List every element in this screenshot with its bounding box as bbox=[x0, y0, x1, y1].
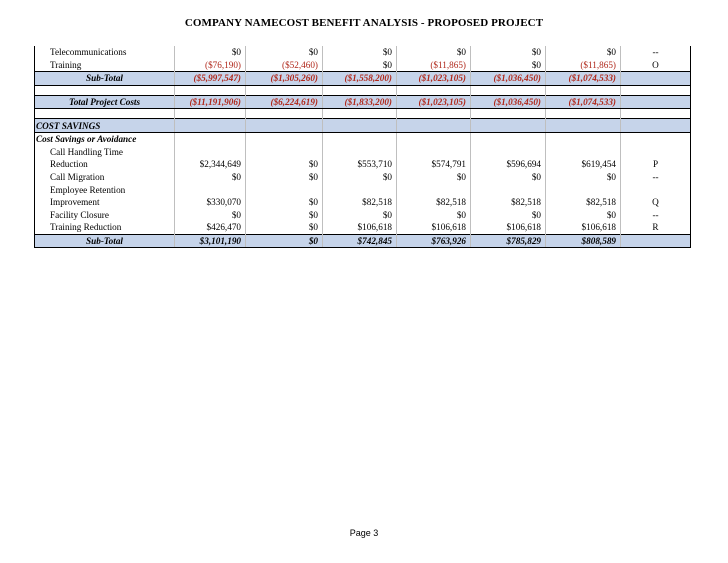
cell: ($1,036,450) bbox=[471, 95, 546, 109]
cell: $330,070 bbox=[175, 196, 246, 209]
cell: $0 bbox=[397, 46, 471, 59]
cell: ($1,023,105) bbox=[397, 95, 471, 109]
cell: $763,926 bbox=[397, 234, 471, 248]
section-header-row bbox=[35, 119, 691, 133]
table-row bbox=[35, 146, 691, 159]
table-row bbox=[35, 46, 691, 59]
cell bbox=[323, 183, 397, 196]
note-cell: R bbox=[621, 221, 691, 234]
cell: ($11,865) bbox=[397, 59, 471, 72]
cell: ($5,997,547) bbox=[175, 72, 246, 86]
cell: $0 bbox=[246, 171, 323, 184]
cell: $3,101,190 bbox=[175, 234, 246, 248]
row-label: Sub-Total bbox=[35, 234, 175, 248]
table-row bbox=[35, 196, 691, 209]
subsection-header-row bbox=[35, 132, 691, 145]
row-label: Telecommunications bbox=[35, 46, 175, 59]
table-row bbox=[35, 221, 691, 234]
cell: ($76,190) bbox=[175, 59, 246, 72]
cell bbox=[246, 146, 323, 159]
row-label: Employee Retention bbox=[35, 183, 175, 196]
note-cell: -- bbox=[621, 209, 691, 222]
cell: $426,470 bbox=[175, 221, 246, 234]
table-row bbox=[35, 183, 691, 196]
table-row bbox=[35, 209, 691, 222]
cell: $0 bbox=[397, 171, 471, 184]
cell: $553,710 bbox=[323, 158, 397, 171]
cell: $0 bbox=[175, 209, 246, 222]
cell bbox=[246, 183, 323, 196]
cell: $0 bbox=[546, 209, 621, 222]
cell: ($1,558,200) bbox=[323, 72, 397, 86]
cell bbox=[397, 146, 471, 159]
cell: $742,845 bbox=[323, 234, 397, 248]
row-label: Sub-Total bbox=[35, 72, 175, 86]
spacer-row bbox=[35, 109, 691, 119]
savings-section bbox=[35, 119, 691, 248]
report-title: COMPANY NAMECOST BENEFIT ANALYSIS - PROPOSED PROJECT bbox=[184, 17, 544, 29]
cell: $0 bbox=[471, 209, 546, 222]
cell: $82,518 bbox=[546, 196, 621, 209]
row-label: Improvement bbox=[35, 196, 175, 209]
cell: $106,618 bbox=[397, 221, 471, 234]
cell: $0 bbox=[175, 171, 246, 184]
note-cell: -- bbox=[621, 46, 691, 59]
cell: $106,618 bbox=[546, 221, 621, 234]
cell: ($1,833,200) bbox=[323, 95, 397, 109]
cell: ($11,865) bbox=[546, 59, 621, 72]
row-label: Training bbox=[35, 59, 175, 72]
cell: $574,791 bbox=[397, 158, 471, 171]
cell: $0 bbox=[246, 46, 323, 59]
row-label: Reduction bbox=[35, 158, 175, 171]
note-cell: Q bbox=[621, 196, 691, 209]
cell: $0 bbox=[471, 46, 546, 59]
cell: $0 bbox=[323, 171, 397, 184]
cell: ($11,191,906) bbox=[175, 95, 246, 109]
cell: $596,694 bbox=[471, 158, 546, 171]
cell: $106,618 bbox=[471, 221, 546, 234]
cell bbox=[546, 183, 621, 196]
cell: $619,454 bbox=[546, 158, 621, 171]
note-cell bbox=[621, 146, 691, 159]
note-cell bbox=[621, 95, 691, 109]
cell: $0 bbox=[246, 196, 323, 209]
cell: $0 bbox=[246, 221, 323, 234]
note-cell: O bbox=[621, 59, 691, 72]
page-number: Page 3 bbox=[349, 528, 379, 538]
costs-section bbox=[35, 46, 691, 119]
cell bbox=[546, 146, 621, 159]
cell bbox=[397, 183, 471, 196]
subsection-title: Cost Savings or Avoidance bbox=[35, 132, 175, 145]
cell: $0 bbox=[546, 46, 621, 59]
table-row bbox=[35, 171, 691, 184]
cell: $0 bbox=[546, 171, 621, 184]
cell: $0 bbox=[323, 59, 397, 72]
row-label: Call Handling Time bbox=[35, 146, 175, 159]
cell: $0 bbox=[397, 209, 471, 222]
cost-benefit-table bbox=[34, 46, 691, 248]
note-cell bbox=[621, 234, 691, 248]
cell: $0 bbox=[323, 46, 397, 59]
spacer-row bbox=[35, 85, 691, 95]
cell: ($1,074,533) bbox=[546, 95, 621, 109]
cell: $82,518 bbox=[397, 196, 471, 209]
row-label: Call Migration bbox=[35, 171, 175, 184]
costs-subtotal-row bbox=[35, 72, 691, 86]
cell: $785,829 bbox=[471, 234, 546, 248]
cell: ($1,074,533) bbox=[546, 72, 621, 86]
cell: $0 bbox=[246, 234, 323, 248]
cell: $2,344,649 bbox=[175, 158, 246, 171]
cell: $0 bbox=[175, 46, 246, 59]
cell: ($1,023,105) bbox=[397, 72, 471, 86]
table-row bbox=[35, 158, 691, 171]
total-project-costs-row bbox=[35, 95, 691, 109]
cell: $106,618 bbox=[323, 221, 397, 234]
cell bbox=[323, 146, 397, 159]
row-label: Facility Closure bbox=[35, 209, 175, 222]
note-cell bbox=[621, 183, 691, 196]
cell: ($52,460) bbox=[246, 59, 323, 72]
cell: $82,518 bbox=[471, 196, 546, 209]
note-cell bbox=[621, 72, 691, 86]
cell: ($1,305,260) bbox=[246, 72, 323, 86]
cell bbox=[471, 146, 546, 159]
cell: $0 bbox=[471, 59, 546, 72]
cell: $808,589 bbox=[546, 234, 621, 248]
section-title: COST SAVINGS bbox=[35, 119, 175, 133]
row-label: Training Reduction bbox=[35, 221, 175, 234]
cell: $0 bbox=[246, 158, 323, 171]
note-cell: -- bbox=[621, 171, 691, 184]
cell: $0 bbox=[471, 171, 546, 184]
cell: ($1,036,450) bbox=[471, 72, 546, 86]
cell bbox=[175, 183, 246, 196]
cell: $0 bbox=[323, 209, 397, 222]
note-cell: P bbox=[621, 158, 691, 171]
table-row bbox=[35, 59, 691, 72]
cell bbox=[471, 183, 546, 196]
cell: ($6,224,619) bbox=[246, 95, 323, 109]
savings-subtotal-row bbox=[35, 234, 691, 248]
cell bbox=[175, 146, 246, 159]
cell: $82,518 bbox=[323, 196, 397, 209]
cell: $0 bbox=[246, 209, 323, 222]
row-label: Total Project Costs bbox=[35, 95, 175, 109]
